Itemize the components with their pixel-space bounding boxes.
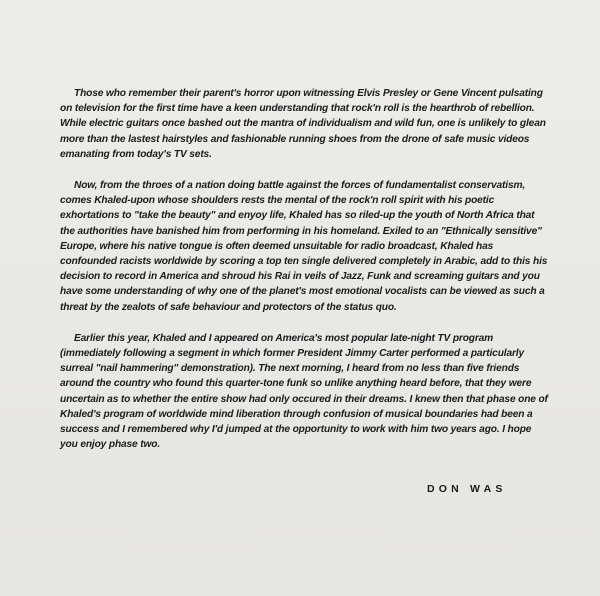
paragraph-1: Those who remember their parent's horror upon witnessing Elvis Presley or Gene Vincent pulsating on television for the first time have a keen understanding that rock'n roll is the hearthrob of rebellion. While electric guitars once bashed out the mantra of individualism and wild fun, one is unlikely to glean more than the lastest hairstyles and fashionable running shoes from the drone of safe music videos emanating from today's TV sets. bbox=[60, 88, 546, 160]
paragraph-3: Earlier this year, Khaled and I appeared on America's most popular late-night TV program (immediately following a segment in which former President Jimmy Carter performed a particularly surreal "nail hammering" demonstration). The next morning, I heard from no less than five friends around the country who found this quarter-tone funk so unlike anything heard before, that they were uncertain as to whether the entire show had only occured in their dreams. I knew then that phase one of Khaled's program of worldwide mind liberation through confusion of musical boundaries had been a success and I remembered why I'd jumped at the opportunity to work with him two years ago. I hope you enjoy phase two. bbox=[60, 332, 548, 451]
liner-notes-text bbox=[60, 86, 548, 468]
author-signature: DON WAS bbox=[427, 483, 507, 495]
paragraph-2: Now, from the throes of a nation doing battle against the forces of fundamentalist conservatism, comes Khaled-upon whose shoulders rests the mental of the rock'n roll spirit with his poetic exhortations to "take the beauty" and enyoy life, Khaled has so riled-up the youth of North Africa that the authorities have banished him from performing in his homeland. Exiled to an "Ethnically sensitive" Europe, where his native tongue is often deemed unsuitable for radio broadcast, Khaled has confounded racists worldwide by scoring a top ten single delivered completely in Arabic, add to this his decision to record in America and shroud his Rai in veils of Jazz, Funk and screaming guitars and you have some understanding of why one of the planet's most emotional vocalists can be viewed as such a threat by the zealots of safe behaviour and protectors of the status quo. bbox=[60, 180, 548, 313]
